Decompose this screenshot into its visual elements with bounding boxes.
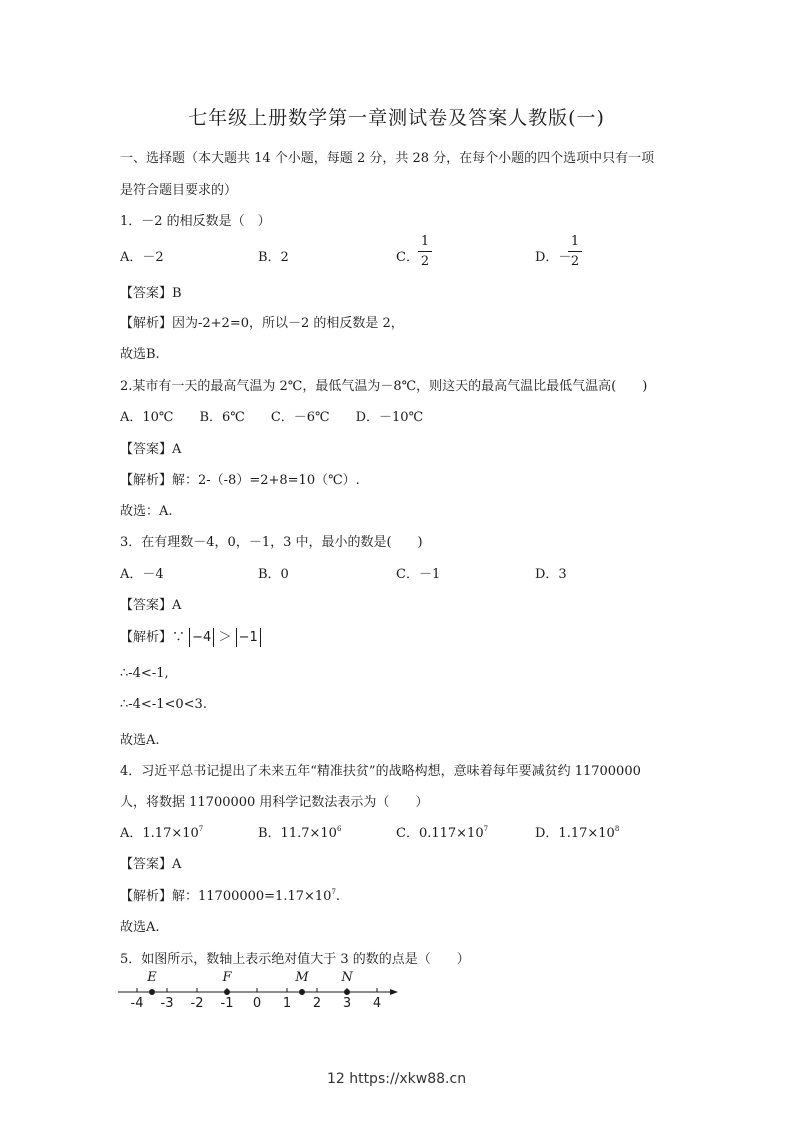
q4-conclusion: 故选A. [120, 920, 160, 935]
q4-option-a-exponent: 7 [198, 825, 204, 833]
number-line-point-label: N [341, 970, 353, 985]
fraction-denominator: 2 [570, 254, 580, 269]
fraction-numerator: 1 [420, 234, 430, 249]
number-line-point-m [299, 989, 305, 995]
number-line-tick-label: -1 [220, 996, 234, 1010]
q3-step2: ∴-4<-1<0<3. [120, 697, 207, 712]
number-line-tick-label: -2 [190, 996, 204, 1010]
q3-option-b: B．0 [258, 567, 289, 582]
fraction-denominator: 2 [420, 254, 430, 269]
q4-option-b [258, 822, 341, 841]
q4-option-a [120, 822, 203, 841]
q3-option-c: C．－1 [396, 567, 441, 582]
number-line-tick-label: 0 [252, 996, 262, 1010]
q3-step1: ∴-4<-1, [120, 666, 169, 681]
q4-option-c-base: C．0.117×10 [396, 826, 484, 841]
q3-stem: 3．在有理数－4，0，－1，3 中，最小的数是( ) [120, 535, 423, 550]
page-title: 七年级上册数学第一章测试卷及答案人教版(一) [188, 107, 605, 129]
q4-option-a-base: A．1.17×10 [120, 826, 199, 841]
q4-answer: 【答案】A [120, 857, 182, 872]
number-line-point-label: F [222, 970, 232, 985]
q4-option-b-base: B．11.7×10 [258, 826, 337, 841]
number-line-tick-label: 3 [342, 996, 352, 1010]
q4-option-d-exponent: 8 [614, 825, 620, 833]
fraction-bar [568, 251, 582, 252]
q3-answer: 【答案】A [120, 598, 182, 613]
number-line-arrow [390, 989, 398, 995]
section-heading-line2: 是符合题目要求的） [120, 183, 238, 198]
fraction-bar [418, 251, 432, 252]
q5-stem: 5．如图所示，数轴上表示绝对值大于 3 的数的点是（ ） [120, 952, 470, 967]
number-line-tick-label: -4 [130, 996, 144, 1010]
number-line-tick-label: 1 [282, 996, 292, 1010]
page-footer: 12 https://xkw88.cn [326, 1071, 467, 1087]
number-line-points [146, 970, 353, 995]
q1-option-c-fraction [418, 234, 432, 269]
q3-option-d: D．3 [535, 567, 567, 582]
q4-stem-line1: 4．习近平总书记提出了未来五年“精准扶贫”的战略构想，意味着每年要减贫约 11700000 [120, 764, 641, 779]
q4-option-d-base: D．1.17×10 [535, 826, 615, 841]
q1-option-c-label: C． [396, 250, 419, 265]
q2-options: A．10℃ B．6℃ C．－6℃ D．－10℃ [120, 410, 424, 425]
q1-option-a: A．－2 [120, 250, 164, 265]
q3-analysis-label: 【解析】∵ [120, 630, 186, 645]
q2-conclusion: 故选：A. [120, 504, 173, 519]
q1-option-b: B．2 [258, 250, 289, 265]
section-heading-line1: 一、选择题（本大题共 14 个小题，每题 2 分，共 28 分，在每个小题的四个选项中只有一项 [120, 151, 655, 166]
q4-stem-line2: 人，将数据 11700000 用科学记数法表示为（ ） [120, 795, 429, 810]
absolute-value-minus-one: −1 [236, 628, 261, 647]
q4-analysis-base: 【解析】解：11700000=1.17×10 [120, 889, 332, 904]
q3-option-a: A．－4 [120, 567, 164, 582]
number-line-point-label: E [147, 970, 157, 985]
q1-conclusion: 故选B. [120, 347, 160, 362]
q1-stem: 1．－2 的相反数是（ ） [120, 214, 271, 229]
number-line-tick-label: 4 [372, 996, 382, 1010]
number-line-point-n [344, 989, 350, 995]
q1-analysis: 【解析】因为-2+2=0，所以－2 的相反数是 2， [120, 316, 404, 331]
number-line-figure [118, 968, 400, 1010]
absolute-value-minus-four: −4 [189, 628, 214, 647]
number-line-ticks [131, 988, 382, 1010]
q4-analysis [120, 885, 340, 904]
q4-option-c-exponent: 7 [483, 825, 489, 833]
q2-analysis: 【解析】解：2-（-8）=2+8=10（℃）. [120, 473, 360, 488]
fraction-numerator: 1 [570, 234, 580, 249]
q3-conclusion: 故选A. [120, 733, 160, 748]
q4-option-c [396, 822, 488, 841]
q2-stem: 2.某市有一天的最高气温为 2℃，最低气温为－8℃，则这天的最高气温比最低气温高( ) [120, 379, 648, 394]
q4-analysis-end: . [335, 889, 341, 904]
q1-answer: 【答案】B [120, 286, 182, 301]
number-line-point-e [149, 989, 155, 995]
greater-than-sign: ＞ [218, 630, 232, 645]
q3-analysis [120, 626, 261, 647]
number-line-point-f [224, 989, 230, 995]
q4-option-d [535, 822, 619, 841]
q4-analysis-exponent: 7 [331, 888, 336, 896]
number-line-point-label: M [295, 970, 309, 985]
number-line-tick-label: -3 [160, 996, 174, 1010]
q4-option-b-exponent: 6 [336, 825, 342, 833]
q2-answer: 【答案】A [120, 442, 182, 457]
number-line-tick-label: 2 [312, 996, 322, 1010]
q1-option-d-label: D．－ [535, 250, 572, 265]
q1-option-d-fraction [568, 234, 582, 269]
